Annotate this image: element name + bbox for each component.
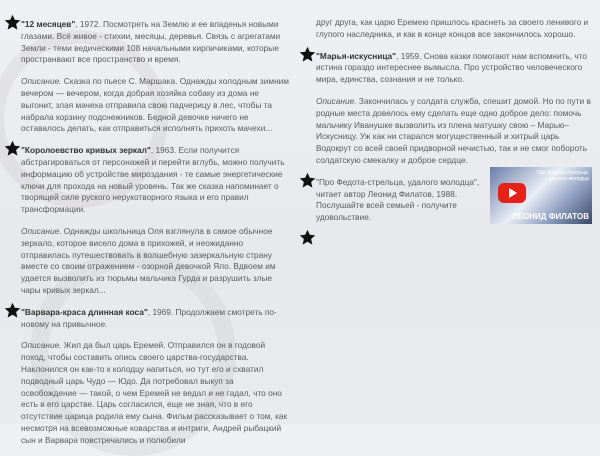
audio-description: "Про Федота-стрельца, удалого молодца", читает автор Леонид Филатов, 1988. Послушайте всей семьей - получите удовольствие. — [316, 176, 480, 223]
film-intro: , 1959. Снова казки помогают нам вспомнить, что истина гораздо интереснее вымысла. Про устройство человеческого мира, единства, сознания и не только. — [316, 50, 588, 85]
film-entry — [21, 19, 291, 66]
film-entry — [21, 307, 291, 331]
star-icon — [4, 14, 21, 31]
video-overlay-title: ЛЕОНИД ФИЛАТОВ — [512, 211, 589, 221]
film-description: Закончилась у солдата служба, спешит домой. Но по пути в родные места довелось ему сделать еще одно доброе дело: помочь мальчику Иванушке вызволить из плена матушку свою – Марью–Искусницу. Уж как ни старался могущественный и хитрый царь Водокрут со всей своей придворной нечистью, так и не смог побороть солдатскую смекалку и доброе сердце. — [316, 95, 591, 165]
film-title: "Королоевство кривых зеркал" — [21, 145, 151, 156]
desc-label: Описание. — [316, 95, 357, 106]
film-entry — [316, 51, 592, 86]
film-intro: , 1972. Посмотреть на Землю и ее владенья новыми глазами. Всё живое - стихии, месяцы, деревья. Связь с агрегатами Земли - теми ведическими 108 начальными кирпичиками, которые пространвают все пространство и время. — [21, 19, 281, 65]
film-title: "Варвара-краса длинная коса" — [21, 306, 148, 317]
star-icon — [299, 46, 316, 63]
youtube-video-thumbnail[interactable] — [490, 167, 592, 224]
star-icon — [4, 302, 21, 319]
film-description: Сказка по пьесе С. Маршака. Однажды холодным зимним вечером — вечером, когда добрая хозяйка собаку из дома не выгонит, злая мачеха отправила свою падчерицу в лес, чтобы та набрала корзину подснежников. Бедной девочке ничего не оставалось делать, как отправиться исполнять прихоть мачехи... — [21, 76, 289, 134]
film-description: Однажды школьница Оля взглянула в самое обычное зеркало, которое висело дома в прихожей, и неожиданно отправилась путешествовать в волшебную зазеркальную страну вместе со своим отражением - озорной девочкой Яло. Вдвоем им удается вызволить из тюрьмы мальчика Гурда и разрушить злые чары кривых зеркал... — [21, 225, 276, 295]
film-title: "12 месяцев" — [21, 19, 76, 29]
star-icon — [299, 229, 316, 246]
desc-label: Описание. — [21, 76, 62, 87]
desc-label: Описание. — [21, 225, 62, 236]
film-intro: , 1963. Если получится абстрагироваться от персонажей и перейти вглубь, можно получить информацию об устройстве мироздания - те самые энергетические ключи для прохода на новый уровень. Так же сказка напоминает о творящей силе руского нерукотворного языка и его правил трансформации. — [21, 145, 285, 215]
left-column — [21, 19, 291, 447]
video-caption: Про Федота-стрельца, удалого молодца — [536, 169, 589, 182]
audio-entry — [316, 169, 592, 234]
film-description: Жил да был царь Еремей. Отправился он в годовой поход, чтобы составить опись своего царства-государства. Наклонился он как-то к колодцу напиться, но тут его и схватил подводный царь Чудо — Юдо. Да потребовал выкуп за освобождение — такой, о чем Еремей не ведал и не гадал, что оно есть в его царстве. Царь согласился, еще не зная, что в его отсутствие царица родила ему сына. Фильм рассказывает о том, как несмотря на всевозможные коварства и интриги, Андрей рыбацкий сын и Варвара повстречались и полюбили — [21, 340, 288, 445]
youtube-play-icon[interactable] — [498, 183, 526, 203]
star-icon — [299, 172, 316, 189]
film-title: "Марья-искусница" — [316, 50, 397, 61]
star-icon — [4, 140, 21, 157]
desc-label: Описание. — [21, 340, 62, 351]
right-column — [316, 17, 592, 256]
film-description-continuation: друг друга, как царю Еремею пришлось краснеть за своего ленивого и глупого наследника, и как в конце концов все закончилось хорошо. — [316, 17, 589, 39]
film-intro: , 1969. Продолжаем смотреть по-новому на привычное. — [21, 306, 277, 329]
film-entry — [21, 145, 291, 216]
